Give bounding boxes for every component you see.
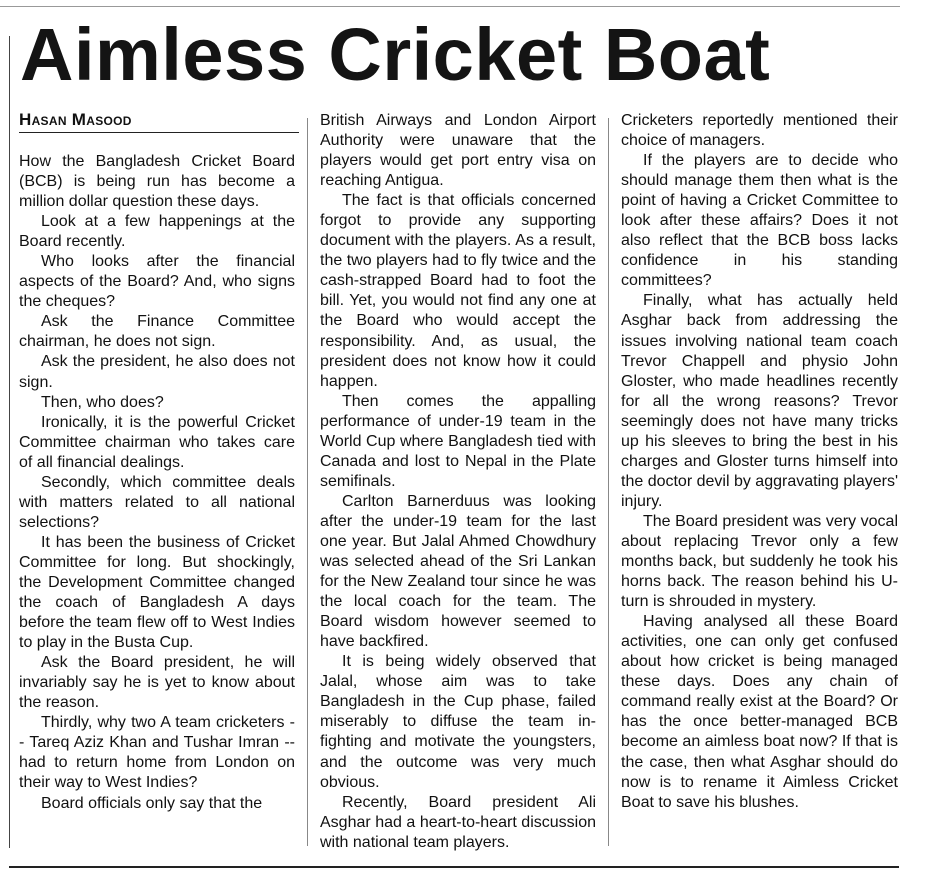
article-column-3	[621, 111, 898, 813]
paragraph: British Airways and London Airport Authority were unaware that the players would get port entry visa on reaching Antigua.	[320, 112, 596, 190]
paragraph: If the players are to decide who should manage them then what is the point of having a Cricket Committee to look after these affairs? Does it not also reflect that the BCB boss lacks confidence in his standing committees?	[621, 152, 898, 290]
paragraph: Cricketers reportedly mentioned their choice of managers.	[621, 112, 898, 150]
paragraph: Ironically, it is the powerful Cricket Committee chairman who takes care of all financial dealings.	[19, 413, 295, 471]
paragraph: Recently, Board president Ali Asghar had a heart-to-heart discussion with national team players.	[320, 793, 596, 851]
top-rule	[0, 6, 900, 7]
column-divider	[608, 118, 609, 846]
paragraph: Secondly, which committee deals with matters related to all national selections?	[19, 473, 295, 531]
paragraph: Ask the Board president, he will invariably say he is yet to know about the reason.	[19, 654, 295, 712]
paragraph: Then, who does?	[41, 393, 164, 411]
bottom-rule	[9, 866, 899, 868]
paragraph: Thirdly, why two A team cricketers -- Tareq Aziz Khan and Tushar Imran -- had to return home from London on their way to West Indies?	[19, 714, 295, 792]
byline: Hasan Masood	[19, 111, 299, 133]
paragraph: It has been the business of Cricket Committee for long. But shockingly, the Development Committee changed the coach of Bangladesh A days before the team flew off to West Indies to play in the Busta Cup.	[19, 533, 295, 652]
paragraph: Who looks after the financial aspects of the Board? And, who signs the cheques?	[19, 253, 295, 311]
article-column-1	[19, 152, 295, 814]
paragraph: Carlton Barnerduus was looking after the under-19 team for the last one year. But Jalal Ahmed Chowdhury was selected ahead of the Sri Lankan for the New Zealand tour since he was the local coach for the team. The Board wisdom however seemed to have backfired.	[320, 492, 596, 651]
paragraph: The fact is that officials concerned forgot to provide any supporting document with the players. As a result, the two players had to fly twice and the cash-strapped Board had to foot the bill. Yet, you would not find any one at the Board who would accept the responsibility. And, as usual, the president does not know how it could happen.	[320, 192, 596, 390]
paragraph: Board officials only say that the	[41, 794, 263, 812]
paragraph: It is being widely observed that Jalal, whose aim was to take Bangladesh in the Cup phase, failed miserably to diffuse the team in-fighting and motivate the youngsters, and the outcome was very much obvious.	[320, 653, 596, 791]
paragraph: The Board president was very vocal about replacing Trevor only a few months back, but suddenly he took his horns back. The reason behind his U-turn is shrouded in mystery.	[621, 512, 898, 611]
paragraph: Then comes the appalling performance of under-19 team in the World Cup where Bangladesh tied with Canada and lost to Nepal in the Plate semifinals.	[320, 392, 596, 490]
headline: Aimless Cricket Boat	[20, 13, 771, 96]
article-column-2	[320, 111, 596, 853]
paragraph: Ask the president, he also does not sign.	[19, 353, 295, 391]
paragraph: Finally, what has actually held Asghar back from addressing the issues involving national team coach Trevor Chappell and physio John Gloster, who made headlines recently for all the wrong reasons? Trevor seemingly does not have many tricks up his sleeves to bring the best in his charges and Gloster turns himself into the doctor devil by aggravating players' injury.	[621, 292, 898, 510]
paragraph: Ask the Finance Committee chairman, he does not sign.	[19, 313, 295, 351]
column-divider	[307, 118, 308, 846]
paragraph: How the Bangladesh Cricket Board (BCB) is being run has become a million dollar question these days.	[19, 153, 295, 211]
paragraph: Look at a few happenings at the Board recently.	[19, 213, 295, 251]
left-border-rule	[9, 36, 10, 848]
paragraph: Having analysed all these Board activities, one can only get confused about how cricket is being managed these days. Does any chain of command really exist at the Board? Or has the once better-managed BCB become an aimless boat now? If that is the case, then what Asghar should do now is to rename it Aimless Cricket Boat to save his blushes.	[621, 613, 898, 811]
